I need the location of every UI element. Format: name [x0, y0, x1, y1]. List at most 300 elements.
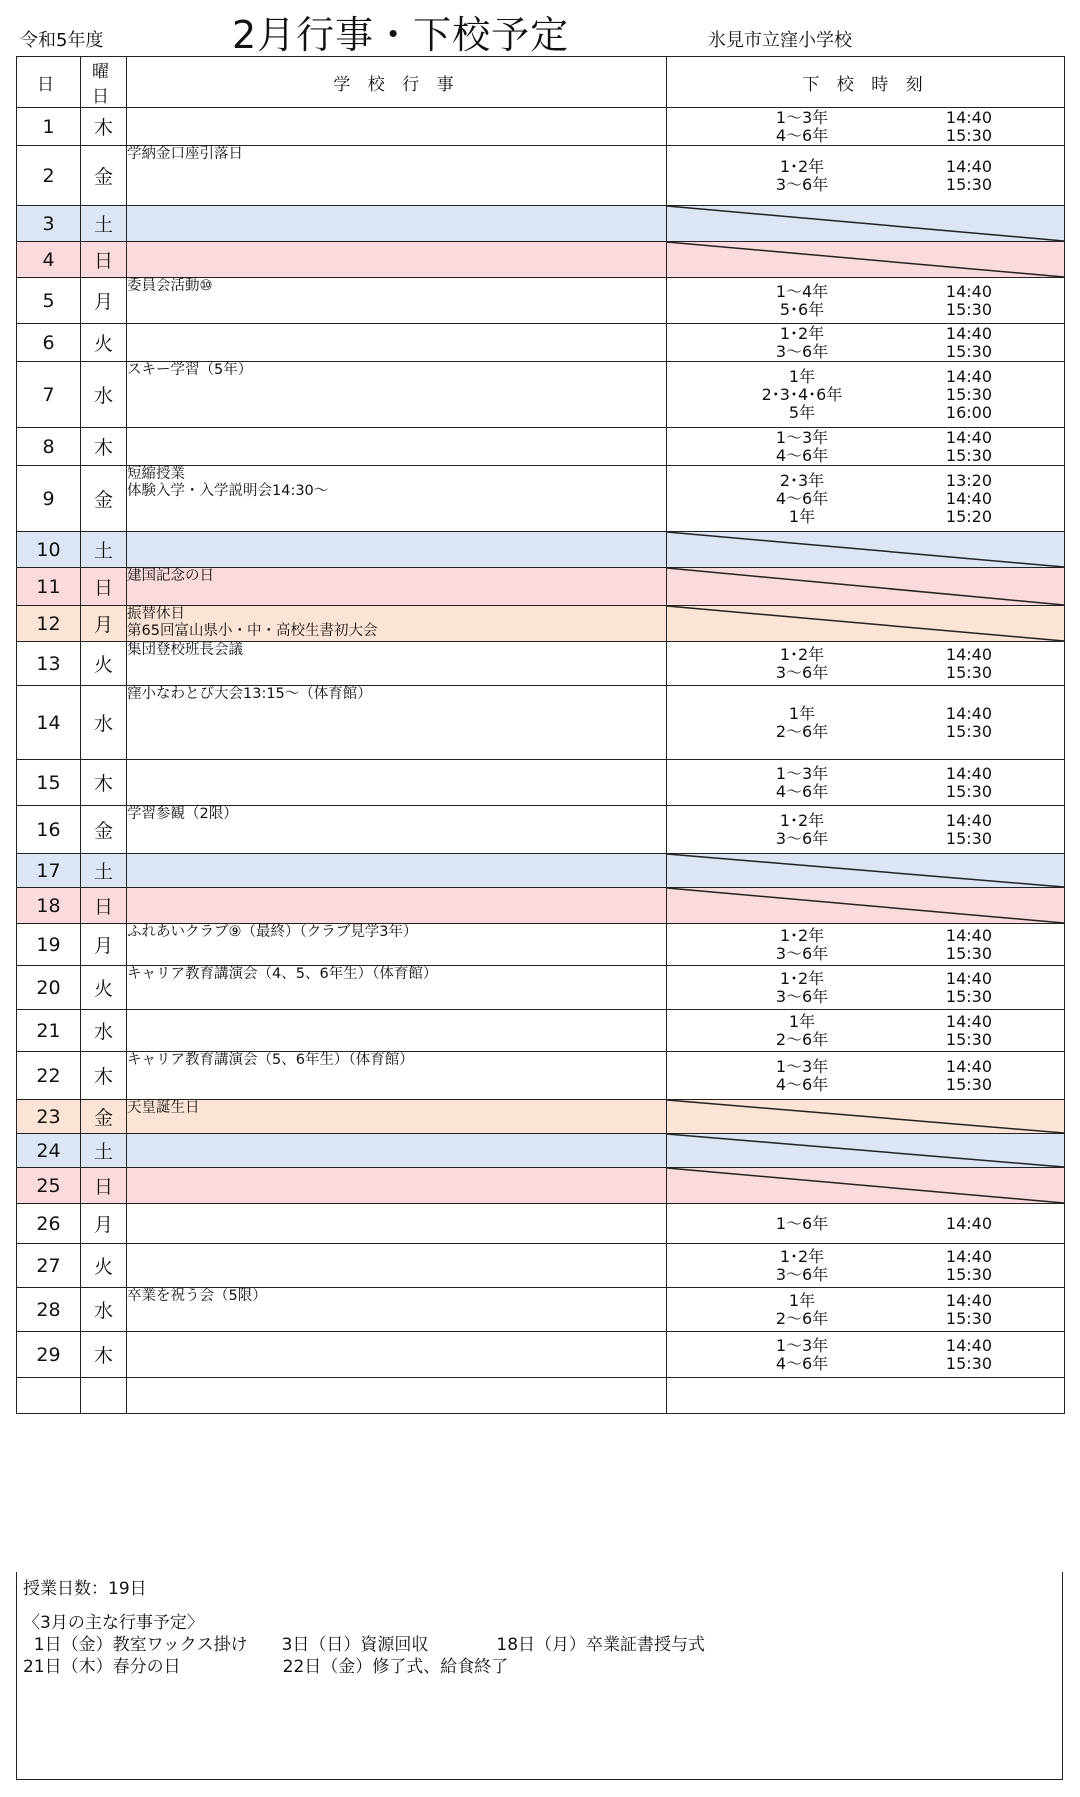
day-cell: 8 — [17, 428, 81, 466]
col-header-events: 学 校 行 事 — [127, 57, 667, 108]
dismissal-cell — [667, 1134, 1065, 1168]
dismissal-cell — [667, 1204, 1065, 1244]
dismissal-entry — [667, 1031, 1064, 1049]
weekday-cell: 月 — [81, 924, 127, 966]
weekday-cell: 火 — [81, 1244, 127, 1288]
table-row — [17, 1378, 1065, 1414]
dismissal-time: 14:40 — [945, 366, 992, 386]
table-row — [17, 324, 1065, 362]
dismissal-time: 15:30 — [945, 174, 992, 194]
grade-group: 1･2年 — [779, 644, 825, 664]
dismissal-entry — [667, 970, 1064, 988]
schedule-table — [16, 56, 1065, 1414]
dismissal-time: 15:30 — [945, 1074, 992, 1094]
day-cell: 9 — [17, 466, 81, 532]
event-text: 学納金口座引落日 — [127, 146, 243, 162]
dismissal-entry — [667, 1076, 1064, 1094]
events-cell — [127, 108, 667, 146]
dismissal-entry — [667, 830, 1064, 848]
weekday-cell — [81, 1378, 127, 1414]
grade-group: 4～6年 — [775, 488, 829, 508]
events-cell — [127, 532, 667, 568]
grade-group: 4～6年 — [775, 125, 829, 145]
day-cell: 3 — [17, 206, 81, 242]
event-text: ふれあいクラブ⑨（最終）（クラブ見学3年） — [127, 924, 418, 940]
dismissal-entry — [667, 429, 1064, 447]
dismissal-time: 14:40 — [945, 107, 992, 127]
events-cell — [127, 686, 667, 760]
day-cell: 18 — [17, 888, 81, 924]
dismissal-cell — [667, 1100, 1065, 1134]
table-row — [17, 806, 1065, 854]
weekday-cell: 木 — [81, 428, 127, 466]
dismissal-time: 14:40 — [945, 703, 992, 723]
day-cell: 12 — [17, 606, 81, 642]
dismissal-time: 16:00 — [945, 402, 992, 422]
dismissal-cell — [667, 206, 1065, 242]
grade-group: 1～3年 — [775, 1335, 829, 1355]
dismissal-time: 14:40 — [945, 1011, 992, 1031]
grade-group: 3～6年 — [775, 986, 829, 1006]
grade-group: 1･2年 — [779, 810, 825, 830]
dismissal-entry — [667, 705, 1064, 723]
events-cell — [127, 1378, 667, 1414]
dismissal-cell — [667, 242, 1065, 278]
weekday-cell: 日 — [81, 568, 127, 606]
col-header-day: 日 — [17, 57, 81, 108]
dismissal-cell — [667, 466, 1065, 532]
event-text: 体験入学・入学説明会14:30～ — [127, 483, 329, 499]
dismissal-time: 15:30 — [945, 662, 992, 682]
events-cell — [127, 324, 667, 362]
dismissal-entry — [667, 472, 1064, 490]
table-row — [17, 1168, 1065, 1204]
table-row — [17, 1204, 1065, 1244]
grade-group: 1～6年 — [775, 1213, 829, 1233]
day-cell: 10 — [17, 532, 81, 568]
grade-group: 5年 — [788, 402, 816, 422]
dismissal-entry — [667, 176, 1064, 194]
table-row — [17, 1244, 1065, 1288]
grade-group: 1～3年 — [775, 427, 829, 447]
dismissal-cell — [667, 1288, 1065, 1332]
weekday-cell: 日 — [81, 1168, 127, 1204]
event-text: 集団登校班長会議 — [127, 642, 243, 658]
day-cell: 29 — [17, 1332, 81, 1378]
dismissal-cell — [667, 606, 1065, 642]
no-school-slash — [667, 888, 1064, 923]
dismissal-time: 15:30 — [945, 721, 992, 741]
event-text: 建国記念の日 — [127, 568, 214, 584]
page-title: 2月行事・下校予定 — [232, 13, 570, 57]
dismissal-cell — [667, 146, 1065, 206]
grade-group: 1年 — [788, 366, 816, 386]
dismissal-time: 15:30 — [945, 1308, 992, 1328]
grade-group: 5･6年 — [779, 299, 825, 319]
dismissal-time: 15:30 — [945, 341, 992, 361]
grade-group: 2･3･4･6年 — [761, 384, 843, 404]
table-row — [17, 1288, 1065, 1332]
dismissal-cell — [667, 1052, 1065, 1100]
march-heading: 〈3月の主な行事予定〉 — [23, 1613, 204, 1633]
dismissal-entry — [667, 783, 1064, 801]
march-line-2: 21日（木）春分の日 22日（金）修了式、給食終了 — [23, 1657, 509, 1677]
grade-group: 1～4年 — [775, 281, 829, 301]
grade-group: 1･2年 — [779, 156, 825, 176]
table-row — [17, 924, 1065, 966]
dismissal-entry — [667, 1215, 1064, 1233]
march-line-1: 1日（金）教室ワックス掛け 3日（日）資源回収 18日（月）卒業証書授与式 — [23, 1635, 706, 1655]
col-header-dismissal: 下 校 時 刻 — [667, 57, 1065, 108]
dismissal-entry — [667, 1266, 1064, 1284]
grade-group: 3～6年 — [775, 828, 829, 848]
weekday-cell: 土 — [81, 1134, 127, 1168]
footer-notes — [16, 1572, 1063, 1780]
day-cell: 11 — [17, 568, 81, 606]
event-text: 学習参観（2限） — [127, 806, 238, 822]
events-cell — [127, 1332, 667, 1378]
dismissal-time: 15:30 — [945, 445, 992, 465]
day-cell: 23 — [17, 1100, 81, 1134]
year-label: 令和5年度 — [20, 30, 104, 51]
dismissal-entry — [667, 1248, 1064, 1266]
table-row — [17, 966, 1065, 1010]
weekday-cell: 日 — [81, 242, 127, 278]
dismissal-time: 14:40 — [945, 323, 992, 343]
grade-group: 3～6年 — [775, 1264, 829, 1284]
table-row — [17, 1332, 1065, 1378]
grade-group: 1～3年 — [775, 763, 829, 783]
dismissal-time: 14:40 — [945, 1056, 992, 1076]
events-cell — [127, 1244, 667, 1288]
dismissal-entry — [667, 927, 1064, 945]
weekday-cell: 火 — [81, 642, 127, 686]
weekday-cell: 金 — [81, 466, 127, 532]
events-cell — [127, 146, 667, 206]
grade-group: 1年 — [788, 506, 816, 526]
events-cell — [127, 568, 667, 606]
day-cell: 17 — [17, 854, 81, 888]
dismissal-entry — [667, 508, 1064, 526]
event-text: 窪小なわとび大会13:15～（体育館） — [127, 686, 372, 702]
dismissal-cell — [667, 278, 1065, 324]
table-row — [17, 888, 1065, 924]
table-row — [17, 1100, 1065, 1134]
dismissal-entry — [667, 447, 1064, 465]
table-row — [17, 466, 1065, 532]
day-cell: 1 — [17, 108, 81, 146]
day-cell: 4 — [17, 242, 81, 278]
table-row — [17, 108, 1065, 146]
events-cell — [127, 642, 667, 686]
no-school-slash — [667, 1134, 1064, 1167]
grade-group: 2～6年 — [775, 721, 829, 741]
events-cell — [127, 888, 667, 924]
col-header-weekday: 曜日 — [81, 57, 127, 108]
table-row — [17, 146, 1065, 206]
grade-group: 3～6年 — [775, 943, 829, 963]
day-cell: 28 — [17, 1288, 81, 1332]
events-cell — [127, 1100, 667, 1134]
table-row — [17, 606, 1065, 642]
no-school-slash — [667, 532, 1064, 567]
table-row — [17, 642, 1065, 686]
table-row — [17, 760, 1065, 806]
dismissal-cell — [667, 686, 1065, 760]
day-cell: 21 — [17, 1010, 81, 1052]
table-row — [17, 206, 1065, 242]
dismissal-cell — [667, 966, 1065, 1010]
dismissal-cell — [667, 642, 1065, 686]
day-cell: 19 — [17, 924, 81, 966]
dismissal-entry — [667, 812, 1064, 830]
day-cell: 25 — [17, 1168, 81, 1204]
day-cell: 15 — [17, 760, 81, 806]
grade-group: 1年 — [788, 1290, 816, 1310]
dismissal-entry — [667, 368, 1064, 386]
weekday-cell: 木 — [81, 108, 127, 146]
weekday-cell: 日 — [81, 888, 127, 924]
weekday-cell: 木 — [81, 760, 127, 806]
events-cell — [127, 1010, 667, 1052]
dismissal-entry — [667, 988, 1064, 1006]
dismissal-time: 14:40 — [945, 1335, 992, 1355]
dismissal-entry — [667, 325, 1064, 343]
grade-group: 4～6年 — [775, 1074, 829, 1094]
dismissal-entry — [667, 1310, 1064, 1328]
weekday-cell: 金 — [81, 1100, 127, 1134]
dismissal-cell — [667, 924, 1065, 966]
no-school-slash — [667, 568, 1064, 605]
dismissal-entry — [667, 1337, 1064, 1355]
dismissal-cell — [667, 362, 1065, 428]
events-cell — [127, 466, 667, 532]
day-cell: 22 — [17, 1052, 81, 1100]
dismissal-time: 14:40 — [945, 427, 992, 447]
event-text: 卒業を祝う会（5限） — [127, 1288, 267, 1304]
dismissal-entry — [667, 646, 1064, 664]
table-row — [17, 686, 1065, 760]
event-text: 委員会活動⑩ — [127, 278, 213, 294]
dismissal-cell — [667, 108, 1065, 146]
grade-group: 3～6年 — [775, 341, 829, 361]
grade-group: 1～3年 — [775, 107, 829, 127]
dismissal-entry — [667, 664, 1064, 682]
grade-group: 4～6年 — [775, 1353, 829, 1373]
day-cell: 5 — [17, 278, 81, 324]
dismissal-time: 15:20 — [945, 506, 992, 526]
event-text: 天皇誕生日 — [127, 1100, 200, 1116]
table-row — [17, 362, 1065, 428]
dismissal-entry — [667, 723, 1064, 741]
weekday-cell: 月 — [81, 606, 127, 642]
weekday-cell: 木 — [81, 1052, 127, 1100]
dismissal-time: 14:40 — [945, 1290, 992, 1310]
table-row — [17, 428, 1065, 466]
dismissal-time: 15:30 — [945, 125, 992, 145]
dismissal-time: 15:30 — [945, 781, 992, 801]
dismissal-time: 14:40 — [945, 968, 992, 988]
weekday-cell: 火 — [81, 324, 127, 362]
events-cell — [127, 278, 667, 324]
table-row — [17, 1134, 1065, 1168]
dismissal-cell — [667, 806, 1065, 854]
weekday-cell: 月 — [81, 278, 127, 324]
dismissal-cell — [667, 888, 1065, 924]
weekday-cell: 金 — [81, 146, 127, 206]
table-header — [17, 57, 1065, 108]
dismissal-entry — [667, 1013, 1064, 1031]
events-cell — [127, 1052, 667, 1100]
dismissal-cell — [667, 532, 1065, 568]
dismissal-entry — [667, 283, 1064, 301]
dismissal-entry — [667, 109, 1064, 127]
no-school-slash — [667, 206, 1064, 241]
table-row — [17, 1052, 1065, 1100]
no-school-slash — [667, 606, 1064, 641]
dismissal-time: 14:40 — [945, 763, 992, 783]
grade-group: 1･2年 — [779, 323, 825, 343]
dismissal-entry — [667, 1058, 1064, 1076]
events-cell — [127, 760, 667, 806]
dismissal-time: 15:30 — [945, 384, 992, 404]
grade-group: 1～3年 — [775, 1056, 829, 1076]
dismissal-entry — [667, 127, 1064, 145]
table-row — [17, 278, 1065, 324]
no-school-slash — [667, 854, 1064, 887]
table-row — [17, 854, 1065, 888]
dismissal-time: 15:30 — [945, 943, 992, 963]
event-text: キャリア教育講演会（5、6年生）（体育館） — [127, 1052, 414, 1068]
weekday-cell: 水 — [81, 1010, 127, 1052]
day-cell: 16 — [17, 806, 81, 854]
events-cell — [127, 242, 667, 278]
events-cell — [127, 1134, 667, 1168]
weekday-cell: 水 — [81, 1288, 127, 1332]
grade-group: 1･2年 — [779, 925, 825, 945]
weekday-cell: 土 — [81, 854, 127, 888]
dismissal-entry — [667, 343, 1064, 361]
weekday-cell: 土 — [81, 532, 127, 568]
table-row — [17, 1010, 1065, 1052]
dismissal-time: 14:40 — [945, 644, 992, 664]
events-cell — [127, 1168, 667, 1204]
weekday-cell: 水 — [81, 362, 127, 428]
dismissal-cell — [667, 428, 1065, 466]
table-row — [17, 242, 1065, 278]
grade-group: 3～6年 — [775, 662, 829, 682]
event-text: 短縮授業 — [127, 466, 185, 482]
grade-group: 2～6年 — [775, 1308, 829, 1328]
grade-group: 2･3年 — [779, 470, 825, 490]
dismissal-time: 15:30 — [945, 299, 992, 319]
day-cell: 24 — [17, 1134, 81, 1168]
dismissal-cell — [667, 1168, 1065, 1204]
events-cell — [127, 924, 667, 966]
dismissal-entry — [667, 945, 1064, 963]
grade-group: 3～6年 — [775, 174, 829, 194]
dismissal-time: 15:30 — [945, 828, 992, 848]
dismissal-time: 13:20 — [945, 470, 992, 490]
weekday-cell: 月 — [81, 1204, 127, 1244]
dismissal-cell — [667, 760, 1065, 806]
grade-group: 2～6年 — [775, 1029, 829, 1049]
events-cell — [127, 606, 667, 642]
dismissal-entry — [667, 1292, 1064, 1310]
events-cell — [127, 206, 667, 242]
day-cell: 14 — [17, 686, 81, 760]
dismissal-cell — [667, 324, 1065, 362]
dismissal-time: 14:40 — [945, 488, 992, 508]
dismissal-time: 14:40 — [945, 281, 992, 301]
grade-group: 1･2年 — [779, 1246, 825, 1266]
events-cell — [127, 966, 667, 1010]
table-row — [17, 568, 1065, 606]
dismissal-time: 15:30 — [945, 1353, 992, 1373]
day-cell: 13 — [17, 642, 81, 686]
day-cell: 27 — [17, 1244, 81, 1288]
dismissal-cell — [667, 1010, 1065, 1052]
dismissal-entry — [667, 301, 1064, 319]
events-cell — [127, 1288, 667, 1332]
dismissal-entry — [667, 386, 1064, 404]
day-cell: 26 — [17, 1204, 81, 1244]
no-school-slash — [667, 1168, 1064, 1203]
grade-group: 1年 — [788, 1011, 816, 1031]
dismissal-time: 15:30 — [945, 1264, 992, 1284]
dismissal-cell — [667, 1244, 1065, 1288]
dismissal-time: 14:40 — [945, 925, 992, 945]
grade-group: 4～6年 — [775, 781, 829, 801]
dismissal-time: 14:40 — [945, 156, 992, 176]
events-cell — [127, 428, 667, 466]
table-row — [17, 532, 1065, 568]
dismissal-time: 15:30 — [945, 1029, 992, 1049]
no-school-slash — [667, 242, 1064, 277]
dismissal-cell — [667, 568, 1065, 606]
dismissal-entry — [667, 490, 1064, 508]
grade-group: 1･2年 — [779, 968, 825, 988]
dismissal-cell — [667, 1332, 1065, 1378]
day-cell: 6 — [17, 324, 81, 362]
event-text: スキー学習（5年） — [127, 362, 253, 378]
dismissal-cell — [667, 1378, 1065, 1414]
weekday-cell: 水 — [81, 686, 127, 760]
dismissal-entry — [667, 158, 1064, 176]
dismissal-time: 15:30 — [945, 986, 992, 1006]
day-cell — [17, 1378, 81, 1414]
events-cell — [127, 1204, 667, 1244]
school-days: 授業日数：19日 — [23, 1579, 147, 1599]
grade-group: 1年 — [788, 703, 816, 723]
events-cell — [127, 854, 667, 888]
dismissal-cell — [667, 854, 1065, 888]
event-text: 第65回富山県小・中・高校生書初大会 — [127, 623, 378, 639]
events-cell — [127, 806, 667, 854]
events-cell — [127, 362, 667, 428]
day-cell: 2 — [17, 146, 81, 206]
dismissal-entry — [667, 404, 1064, 422]
grade-group: 4～6年 — [775, 445, 829, 465]
dismissal-entry — [667, 1355, 1064, 1373]
weekday-cell: 土 — [81, 206, 127, 242]
weekday-cell: 木 — [81, 1332, 127, 1378]
dismissal-entry — [667, 765, 1064, 783]
dismissal-time: 14:40 — [945, 1213, 992, 1233]
no-school-slash — [667, 1100, 1064, 1133]
event-text: 振替休日 — [127, 606, 185, 622]
weekday-cell: 火 — [81, 966, 127, 1010]
